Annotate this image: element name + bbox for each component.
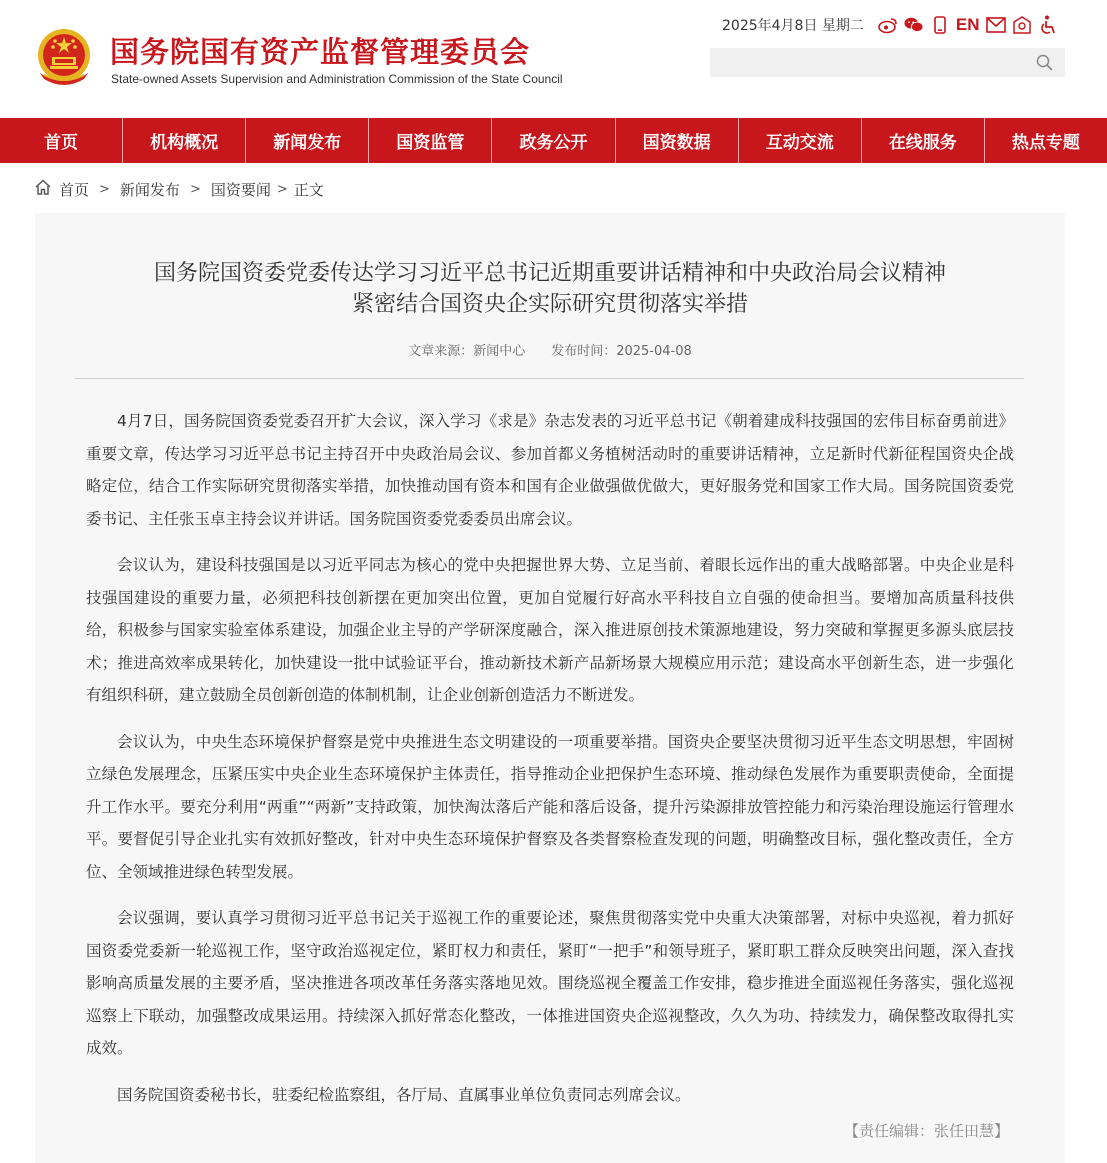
- nav-item-about[interactable]: 机构概况: [123, 118, 246, 163]
- article-paragraph: 会议认为，建设科技强国是以习近平同志为核心的党中央把握世界大势、立足当前、着眼长远作出的重大战略部署。中央企业是科技强国建设的重要力量，必须把科技创新摆在更加突出位置，更加自觉履行好高水平科技自立自强的使命担当。要增加高质量科技供给，积极参与国家实验室体系建设，加强企业主导的产学研深度融合，深入推进原创技术策源地建设，努力突破和掌握更多源头底层技术；推进高效率成果转化，加快建设一批中试验证平台，推动新技术新产品新场景大规模应用示范；建设高水平创新生态，进一步强化有组织科研，建立鼓励全员创新创造的体制机制，让企业创新创造活力不断迸发。: [86, 556, 1014, 704]
- article-paragraph: 4月7日，国务院国资委党委召开扩大会议，深入学习《求是》杂志发表的习近平总书记《朝着建成科技强国的宏伟目标奋勇前进》重要文章，传达学习习近平总书记主持召开中央政治局会议、参加首都义务植树活动时的重要讲话精神，立足新时代新征程国资央企战略定位，结合工作实际研究贯彻落实举措，加快推动国有资本和国有企业做强做优做大，更好服务党和国家工作大局。国务院国资委党委书记、主任张玉卓主持会议并讲话。国务院国资委党委委员出席会议。: [86, 412, 1014, 528]
- breadcrumb-separator: >: [276, 181, 288, 197]
- weibo-icon[interactable]: [878, 15, 898, 35]
- nav-item-home[interactable]: 首页: [0, 118, 123, 163]
- breadcrumb-home[interactable]: 首页: [59, 180, 90, 199]
- top-toolbar: [722, 12, 1058, 38]
- search-box: [710, 48, 1065, 77]
- site-name-cn[interactable]: 国务院国有资产监督管理委员会: [110, 35, 531, 69]
- article-paragraph: 会议强调，要认真学习贯彻习近平总书记关于巡视工作的重要论述，聚焦贯彻落实党中央重大决策部署，对标中央巡视，着力抓好国资委党委新一轮巡视工作，坚守政治巡视定位，紧盯权力和责任，紧盯“一把手”和领导班子，紧盯职工群众反映突出问题，深入查找影响高质量发展的主要矛盾，坚决推进各项改革任务落实落地见效。围绕巡视全覆盖工作安排，稳步推进全面巡视任务落实，强化巡视巡察上下联动，加强整改成果运用。持续深入抓好常态化整改，一体推进国资央企巡视整改，久久为功、持续发力，确保整改取得扎实成效。: [86, 909, 1014, 1057]
- accessibility-icon[interactable]: [1038, 15, 1058, 35]
- site-header: [0, 0, 1107, 118]
- nav-item-public-affairs[interactable]: 政务公开: [492, 118, 615, 163]
- article-date: 发布时间：2025-04-08: [551, 344, 692, 359]
- mobile-icon[interactable]: [930, 15, 950, 35]
- wechat-icon[interactable]: [904, 15, 924, 35]
- search-input[interactable]: [710, 48, 1040, 77]
- article-paragraph: 会议认为，中央生态环境保护督察是党中央推进生态文明建设的一项重要举措。国资央企要坚决贯彻习近平生态文明思想，牢固树立绿色发展理念，压紧压实中央企业生态环境保护主体责任，指导推动企业把保护生态环境、推动绿色发展作为重要职责使命，全面提升工作水平。要充分利用“两重”“两新”支持政策，加快淘汰落后产能和落后设备，提升污染源排放管控能力和污染治理设施运行管理水平。要督促引导企业扎实有效抓好整改，针对中央生态环境保护督察及各类督察检查发现的问题，明确整改目标，强化整改责任，全方位、全领域推进绿色转型发展。: [86, 732, 1014, 881]
- breadcrumb-current: 正文: [293, 180, 324, 199]
- nav-item-interaction[interactable]: 互动交流: [739, 118, 862, 163]
- nav-item-topics[interactable]: 热点专题: [1011, 133, 1080, 153]
- article-title-line1: 国务院国资委党委传达学习习近平总书记近期重要讲话精神和中央政治局会议精神: [153, 261, 946, 286]
- article-title: [35, 258, 1065, 320]
- nav-item-supervision[interactable]: 国资监管: [369, 118, 492, 163]
- article-body: [86, 405, 1014, 1125]
- nav-item-news[interactable]: 新闻发布: [246, 118, 369, 163]
- nav-item-data[interactable]: 国资数据: [616, 118, 739, 163]
- site-name-en[interactable]: State-owned Assets Supervision and Administration Commission of the State Council: [111, 72, 563, 86]
- breadcrumb: [35, 178, 324, 200]
- breadcrumb-state-news[interactable]: 国资要闻: [210, 180, 271, 199]
- nav-item-online-service[interactable]: 在线服务: [862, 118, 985, 163]
- article-paragraph: 国务院国资委秘书长，驻委纪检监察组，各厅局、直属事业单位负责同志列席会议。: [117, 1085, 691, 1104]
- title-divider: [75, 378, 1024, 379]
- breadcrumb-news[interactable]: 新闻发布: [119, 180, 180, 199]
- national-emblem-logo[interactable]: [34, 27, 94, 89]
- consult-icon[interactable]: [1012, 15, 1032, 35]
- article-source: 文章来源：新闻中心: [408, 344, 526, 359]
- mail-icon[interactable]: [986, 15, 1006, 35]
- current-date: 2025年4月8日 星期二: [722, 18, 864, 34]
- main-nav: [0, 118, 1107, 163]
- article-meta: [35, 340, 1065, 359]
- article-container: [35, 213, 1065, 1163]
- breadcrumb-separator: >: [189, 181, 201, 197]
- responsible-editor: 【责任编辑：张任田慧】: [843, 1122, 1009, 1140]
- home-icon[interactable]: [35, 179, 51, 199]
- breadcrumb-separator: >: [99, 181, 110, 197]
- search-icon[interactable]: [1036, 54, 1053, 75]
- article-title-line2: 紧密结合国资央企实际研究贯彻落实举措: [351, 292, 748, 317]
- english-version-link[interactable]: EN: [955, 15, 980, 34]
